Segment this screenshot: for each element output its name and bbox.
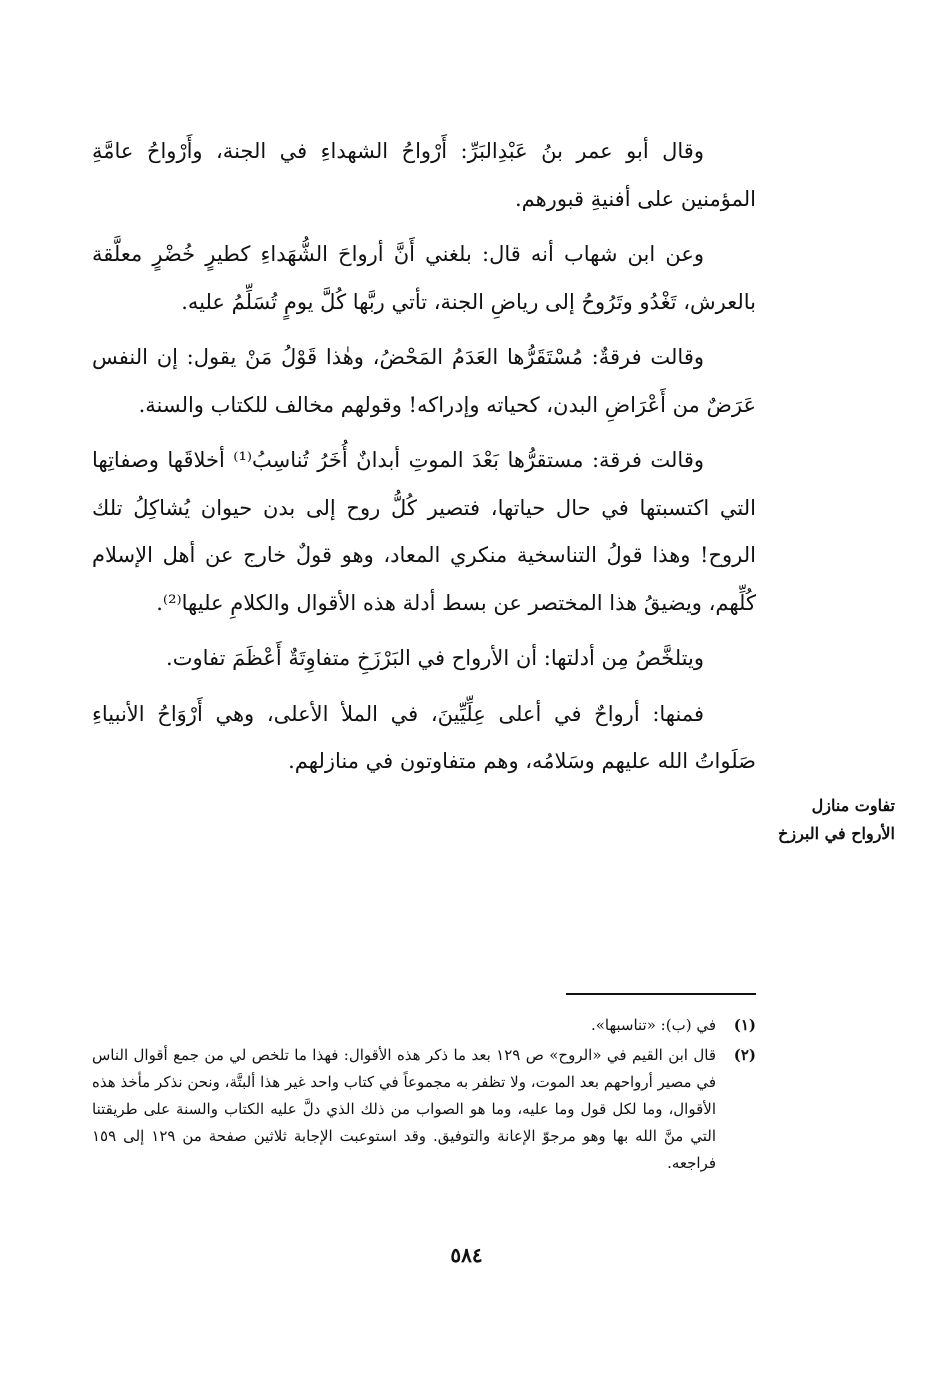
margin-heading-line-1: تفاوت منازل — [811, 796, 895, 815]
paragraph-prophets-souls: فمنها: أرواحٌ في أعلى عِلِّيِّينَ، في الملأ الأعلى، وهي أَرْوَاحُ الأنبياءِ صَلَواتُ الله عليهم وسَلامُه، وهم متفاوتون في منازلهم. — [92, 701, 756, 773]
paragraph-ibn-abd-al-barr: وقال أبو عمر بنُ عَبْدِالبَرِّ: أَرْواحُ الشهداءِ في الجنة، وأَرْواحُ عامَّةِ المؤمنين على أفنيةِ قبورهم. — [92, 139, 756, 211]
main-text — [92, 128, 756, 794]
footnote-number: (٢) — [733, 1046, 756, 1064]
page-number: ٥٨٤ — [450, 1243, 483, 1267]
footnote-2 — [92, 1042, 756, 1177]
footnote-separator — [566, 993, 756, 995]
margin-heading — [765, 792, 895, 848]
paragraph-ibn-shihab: وعن ابن شهاب أنه قال: بلغني أَنَّ أرواحَ الشُّهَداءِ كطيرٍ خُضْرٍ معلَّقة بالعرش، تَغْدُو وتَرُوحُ إلى رياضِ الجنة، تأتي ربَّها كُلَّ يومٍ تُسَلِّمُ عليه. — [92, 242, 756, 314]
footnote-1 — [92, 1012, 756, 1039]
footnote-number: (١) — [733, 1016, 756, 1034]
paragraph-transmigration: وقالت فرقة: مستقرُّها بَعْدَ الموتِ أبدانٌ أُخَرُ تُناسِبُ⁽¹⁾ أخلاقَها وصفاتِها التي اكتسبتها في حال حياتها، فتصير كُلُّ روح إلى بدن حيوان يُشاكِلُ تلك الروح! وهذا قولُ التناسخية منكري المعاد، وهو قولٌ خارج عن أهل الإسلام كُلِّهم، ويضيقُ هذا المختصر عن بسط أدلة هذه الأقوال والكلامِ عليها⁽²⁾. — [92, 448, 756, 615]
footnote-text: في (ب): «تناسبها». — [590, 1016, 716, 1034]
footnote-text: قال ابن القيم في «الروح» ص ١٢٩ بعد ما ذكر هذه الأقوال: فهذا ما تلخص لي من جمع أقوال الناس في مصير أرواحهم بعد الموت، ولا تظفر به مجموعاً في كتاب واحد غير هذا ألبتَّة، ونحن نذكر مأخذ هذه الأقوال، وما لكل قول وما عليه، وما هو الصواب من ذلك الذي دلَّ عليه الكتاب والسنة على طريقتنا التي منَّ الله بها وهو مرجوّ الإعانة والتوفيق. وقد استوعبت الإجابة ثلاثين صفحة من ١٢٩ إلى ١٥٩ فراجعه. — [92, 1046, 716, 1172]
paragraph-pure-nonexistence: وقالت فرقةٌ: مُسْتَقَرُّها العَدَمُ المَحْضُ، وهٰذا قَوْلُ مَنْ يقول: إن النفس عَرَضٌ من أَعْرَاضِ البدن، كحياته وإدراكه! وقولهم مخالف للكتاب والسنة. — [92, 345, 756, 417]
footnotes — [92, 1012, 756, 1180]
margin-heading-line-2: الأرواح في البرزخ — [778, 824, 895, 843]
paragraph-barzakh-summary: ويتلخَّصُ مِن أدلتها: أن الأرواح في البَرْزَخِ متفاوِتَةٌ أَعْظَمَ تفاوت. — [166, 646, 704, 670]
